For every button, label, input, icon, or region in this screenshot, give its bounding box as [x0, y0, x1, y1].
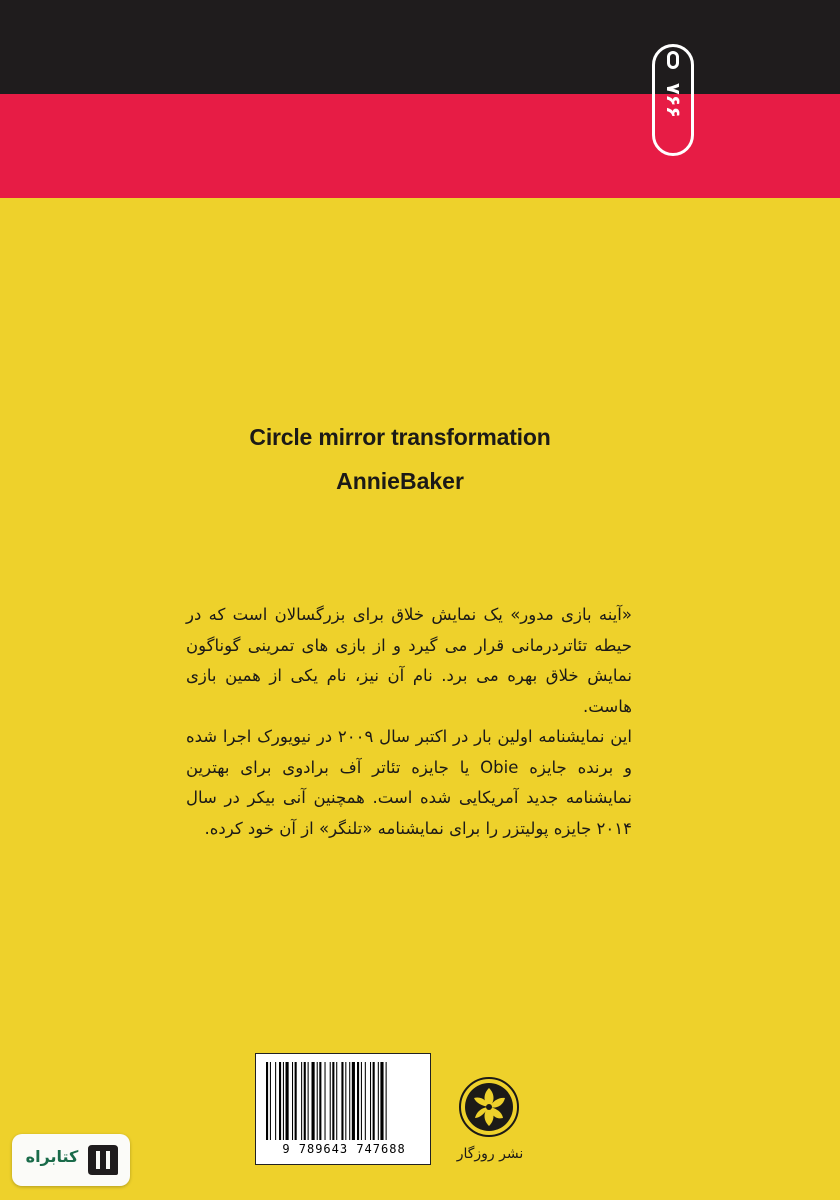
ketabrah-logo-icon — [86, 1143, 120, 1177]
english-title: Circle mirror transformation — [249, 424, 551, 450]
publisher-name: نشر روزگار — [456, 1146, 524, 1162]
ketabrah-watermark — [12, 1134, 130, 1186]
english-author: AnnieBaker — [336, 468, 464, 494]
top-red-band — [0, 94, 840, 198]
barcode — [255, 1053, 431, 1165]
series-number: ۷۶۶ — [662, 82, 684, 118]
back-cover-blurb — [186, 600, 632, 844]
blurb-paragraph-1: «آینه بازی مدور» یک نمایش خلاق برای بزرگسالان است که در حیطه تئاتردرمانی قرار می گیرد و از بازی های تمرینی گوناگون نمایش خلاق بهره می برد. نام آن نیز، نام یکی از همین بازی هاست. — [186, 605, 632, 716]
paperclip-loop — [667, 51, 679, 69]
blurb-paragraph-2: این نمایشنامه اولین بار در اکتبر سال ۲۰۰۹ در نیویورک اجرا شده و برنده جایزه Obie یا جایزه تئاتر آف برادوی برای بهترین نمایشنامه جدید آمریکایی شده است. همچنین آنی بیکر در سال ۲۰۱۴ جایزه پولیتزر را برای نمایشنامه «تلنگر» از آن خود کرده. — [186, 727, 632, 838]
ketabrah-label: کتابراه — [25, 1147, 79, 1166]
barcode-bars-icon — [266, 1062, 422, 1140]
top-black-band — [0, 0, 840, 94]
publisher-emblem-icon — [458, 1076, 520, 1138]
isbn-number: 9 789643 747688 — [282, 1142, 406, 1156]
